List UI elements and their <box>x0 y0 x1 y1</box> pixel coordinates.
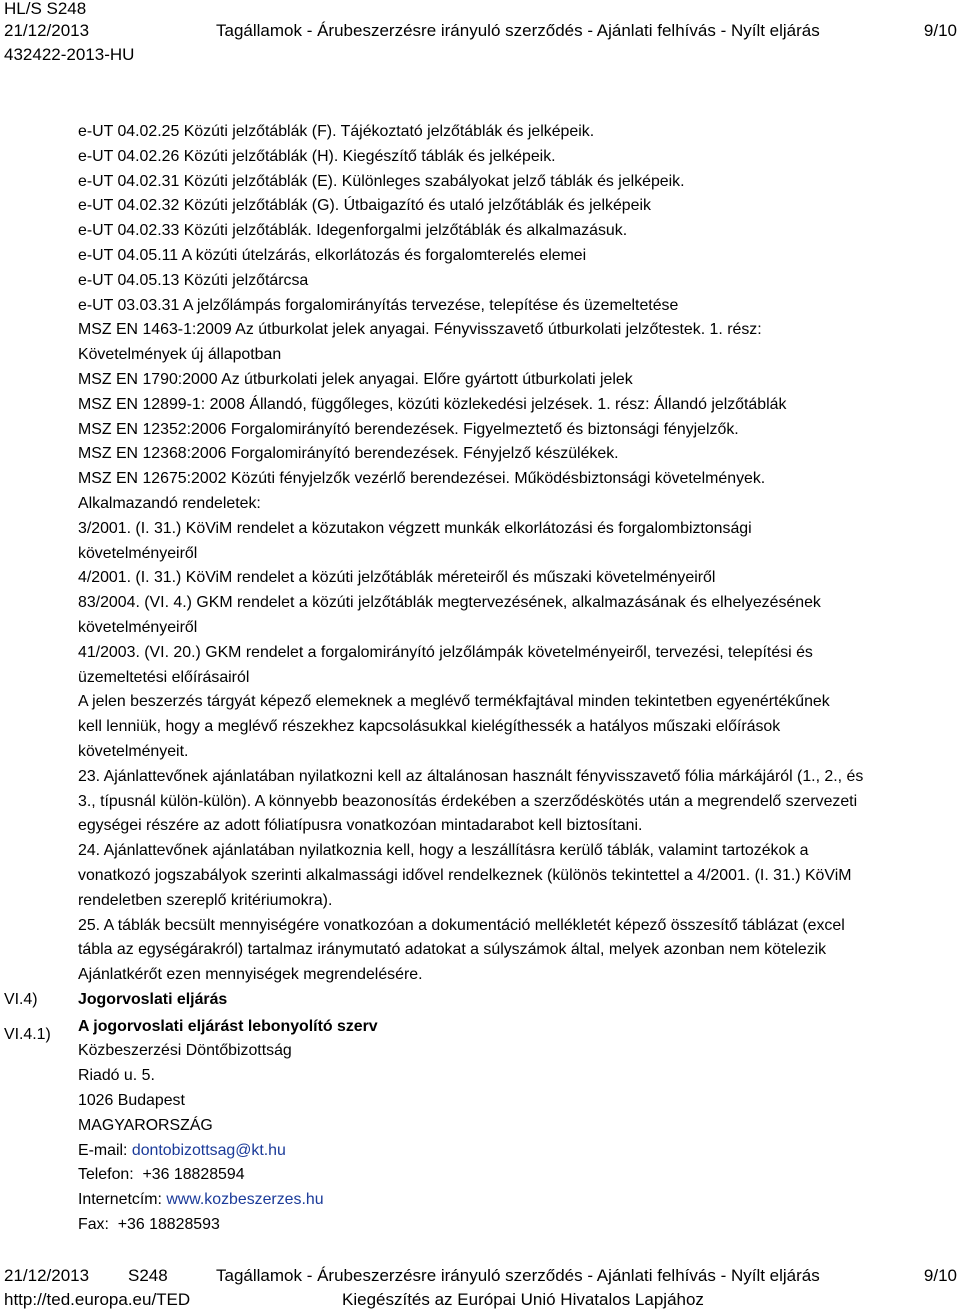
review-body-name: Közbeszerzési Döntőbizottság <box>78 1042 292 1060</box>
text-line: e-UT 04.02.26 Közúti jelzőtáblák (H). Kiegészítő táblák és jelképeik. <box>78 147 556 165</box>
text-line: 41/2003. (VI. 20.) GKM rendelet a forgalomirányító jelzőlámpák követelményeiről, tervezési, telepítési és <box>78 643 813 661</box>
text-line: követelményeiről <box>78 544 198 562</box>
section-vi41-number: VI.4.1) <box>4 1026 51 1043</box>
header-date: 21/12/2013 <box>4 21 90 40</box>
text-line: Alkalmazandó rendeletek: <box>78 494 261 512</box>
text-line: 24. Ajánlattevőnek ajánlatában nyilatkoznia kell, hogy a leszállításra kerülő táblák, valamint tartozékok a <box>78 842 809 860</box>
text-line: egységei részére az adott fóliatípusra vonatkozóan mintadarabot kell biztosítani. <box>78 817 643 835</box>
fax-label: Fax: <box>78 1216 109 1234</box>
footer-title: Tagállamok - Árubeszerzésre irányuló szerződés - Ajánlati felhívás - Nyílt eljárás <box>216 1266 820 1285</box>
text-line: e-UT 04.05.11 A közúti útelzárás, elkorlátozás és forgalomterelés elemei <box>78 246 587 264</box>
email-row <box>78 1139 908 1164</box>
text-line: rendeletben szereplő kritériumokra). <box>78 891 333 909</box>
text-line: követelményeit. <box>78 742 189 760</box>
text-line: e-UT 04.02.31 Közúti jelzőtáblák (E). Különleges szabályokat jelző táblák és jelképeik. <box>78 172 685 190</box>
footer-publisher: Kiegészítés az Európai Unió Hivatalos Lapjához <box>342 1290 704 1309</box>
fax-row <box>78 1213 908 1238</box>
text-line: e-UT 03.03.31 A jelzőlámpás forgalomirányítás tervezése, telepítése és üzemeltetése <box>78 296 679 314</box>
text-line: 23. Ajánlattevőnek ajánlatában nyilatkozni kell az általánosan használt fényvisszavető fólia márkájáról (1., 2., és <box>78 767 864 785</box>
text-line: e-UT 04.02.32 Közúti jelzőtáblák (G). Útbaigazító és utaló jelzőtáblák és jelképeik <box>78 197 651 215</box>
footer-url[interactable]: http://ted.europa.eu/TED <box>4 1290 191 1309</box>
header-page-number: 9/10 <box>923 21 957 40</box>
text-line: MSZ EN 1463-1:2009 Az útburkolat jelek anyagai. Fényvisszavető útburkolati jelzőtestek. 1. rész: <box>78 321 762 339</box>
review-body-country: MAGYARORSZÁG <box>78 1116 213 1134</box>
header-doc-id: HL/S S248 <box>4 0 87 18</box>
text-line: Ajánlatkérőt ezen mennyiségek megrendelésére. <box>78 966 423 984</box>
review-body-street: Riadó u. 5. <box>78 1067 155 1085</box>
fax-value: +36 18828593 <box>117 1216 220 1234</box>
text-line: MSZ EN 12675:2002 Közúti fényjelzők vezérlő berendezései. Működésbiztonsági követelmények. <box>78 470 766 488</box>
section-vi4-number: VI.4) <box>4 991 38 1008</box>
email-label: E-mail: <box>78 1141 128 1159</box>
footer-series: S248 <box>128 1266 168 1285</box>
text-line: e-UT 04.05.13 Közúti jelzőtárcsa <box>78 271 309 289</box>
web-link[interactable]: www.kozbeszerzes.hu <box>166 1191 324 1209</box>
body-text <box>78 120 908 1238</box>
text-line: 25. A táblák becsült mennyiségére vonatkozóan a dokumentáció mellékletét képező összesítő táblázat (excel <box>78 916 845 934</box>
phone-label: Telefon: <box>78 1166 134 1184</box>
footer-date: 21/12/2013 <box>4 1266 90 1285</box>
phone-value: +36 18828594 <box>142 1166 245 1184</box>
phone-row <box>78 1163 908 1188</box>
header-title: Tagállamok - Árubeszerzésre irányuló szerződés - Ajánlati felhívás - Nyílt eljárás <box>216 21 820 40</box>
header-notice-number: 432422-2013-HU <box>4 45 135 64</box>
review-body-city: 1026 Budapest <box>78 1092 185 1110</box>
text-line: MSZ EN 12899-1: 2008 Állandó, függőleges, közúti közlekedési jelzések. 1. rész: Állandó jelzőtáblák <box>78 395 787 413</box>
text-line: 3/2001. (I. 31.) KöViM rendelet a közutakon végzett munkák elkorlátozási és forgalombiztonsági <box>78 519 752 537</box>
text-line: tábla az egységárakról) tartalmaz iránymutató adatokat a súlyszámok által, melyek azonban nem kötelezik <box>78 941 827 959</box>
text-line: A jelen beszerzés tárgyát képező elemeknek a meglévő termékfajtával minden tekintetben egyenértékűnek <box>78 693 830 711</box>
text-line: kell lenniük, hogy a meglévő részekhez kapcsolásukkal kielégíthessék a hatályos műszaki előírások <box>78 718 781 736</box>
text-line: Követelmények új állapotban <box>78 346 282 364</box>
text-line: MSZ EN 1790:2000 Az útburkolati jelek anyagai. Előre gyártott útburkolati jelek <box>78 370 633 388</box>
text-line: 83/2004. (VI. 4.) GKM rendelet a közúti jelzőtáblák megtervezésének, alkalmazásának és elhelyezésének <box>78 594 821 612</box>
text-line: 4/2001. (I. 31.) KöViM rendelet a közúti jelzőtáblák méreteiről és műszaki követelményeiről <box>78 569 716 587</box>
section-vi4-heading: Jogorvoslati eljárás <box>78 990 228 1008</box>
text-line: MSZ EN 12368:2006 Forgalomirányító berendezések. Fényjelző készülékek. <box>78 445 619 463</box>
section-vi41-heading: A jogorvoslati eljárást lebonyolító szerv <box>78 1017 378 1035</box>
text-line: e-UT 04.02.33 Közúti jelzőtáblák. Idegenforgalmi jelzőtáblák és alkalmazásuk. <box>78 222 628 240</box>
text-line: követelményeiről <box>78 618 198 636</box>
footer-page-number: 9/10 <box>923 1266 957 1285</box>
text-line: vonatkozó jogszabályok szerinti alkalmassági idővel rendelkeznek (különös tekintettel a 4/2001. (I. 31.) KöViM <box>78 866 852 884</box>
text-line: 3., típusnál külön-külön). A könnyebb beazonosítás érdekében a szerződéskötés után a megrendelő szervezeti <box>78 792 858 810</box>
web-row <box>78 1188 908 1213</box>
web-label: Internetcím: <box>78 1191 162 1209</box>
text-line: e-UT 04.02.25 Közúti jelzőtáblák (F). Tájékoztató jelzőtáblák és jelképeik. <box>78 123 595 140</box>
text-line: MSZ EN 12352:2006 Forgalomirányító berendezések. Figyelmeztető és biztonsági fényjelzők. <box>78 420 739 438</box>
email-link[interactable]: dontobizottsag@kt.hu <box>131 1141 286 1159</box>
text-line: üzemeltetési előírásairól <box>78 668 250 686</box>
